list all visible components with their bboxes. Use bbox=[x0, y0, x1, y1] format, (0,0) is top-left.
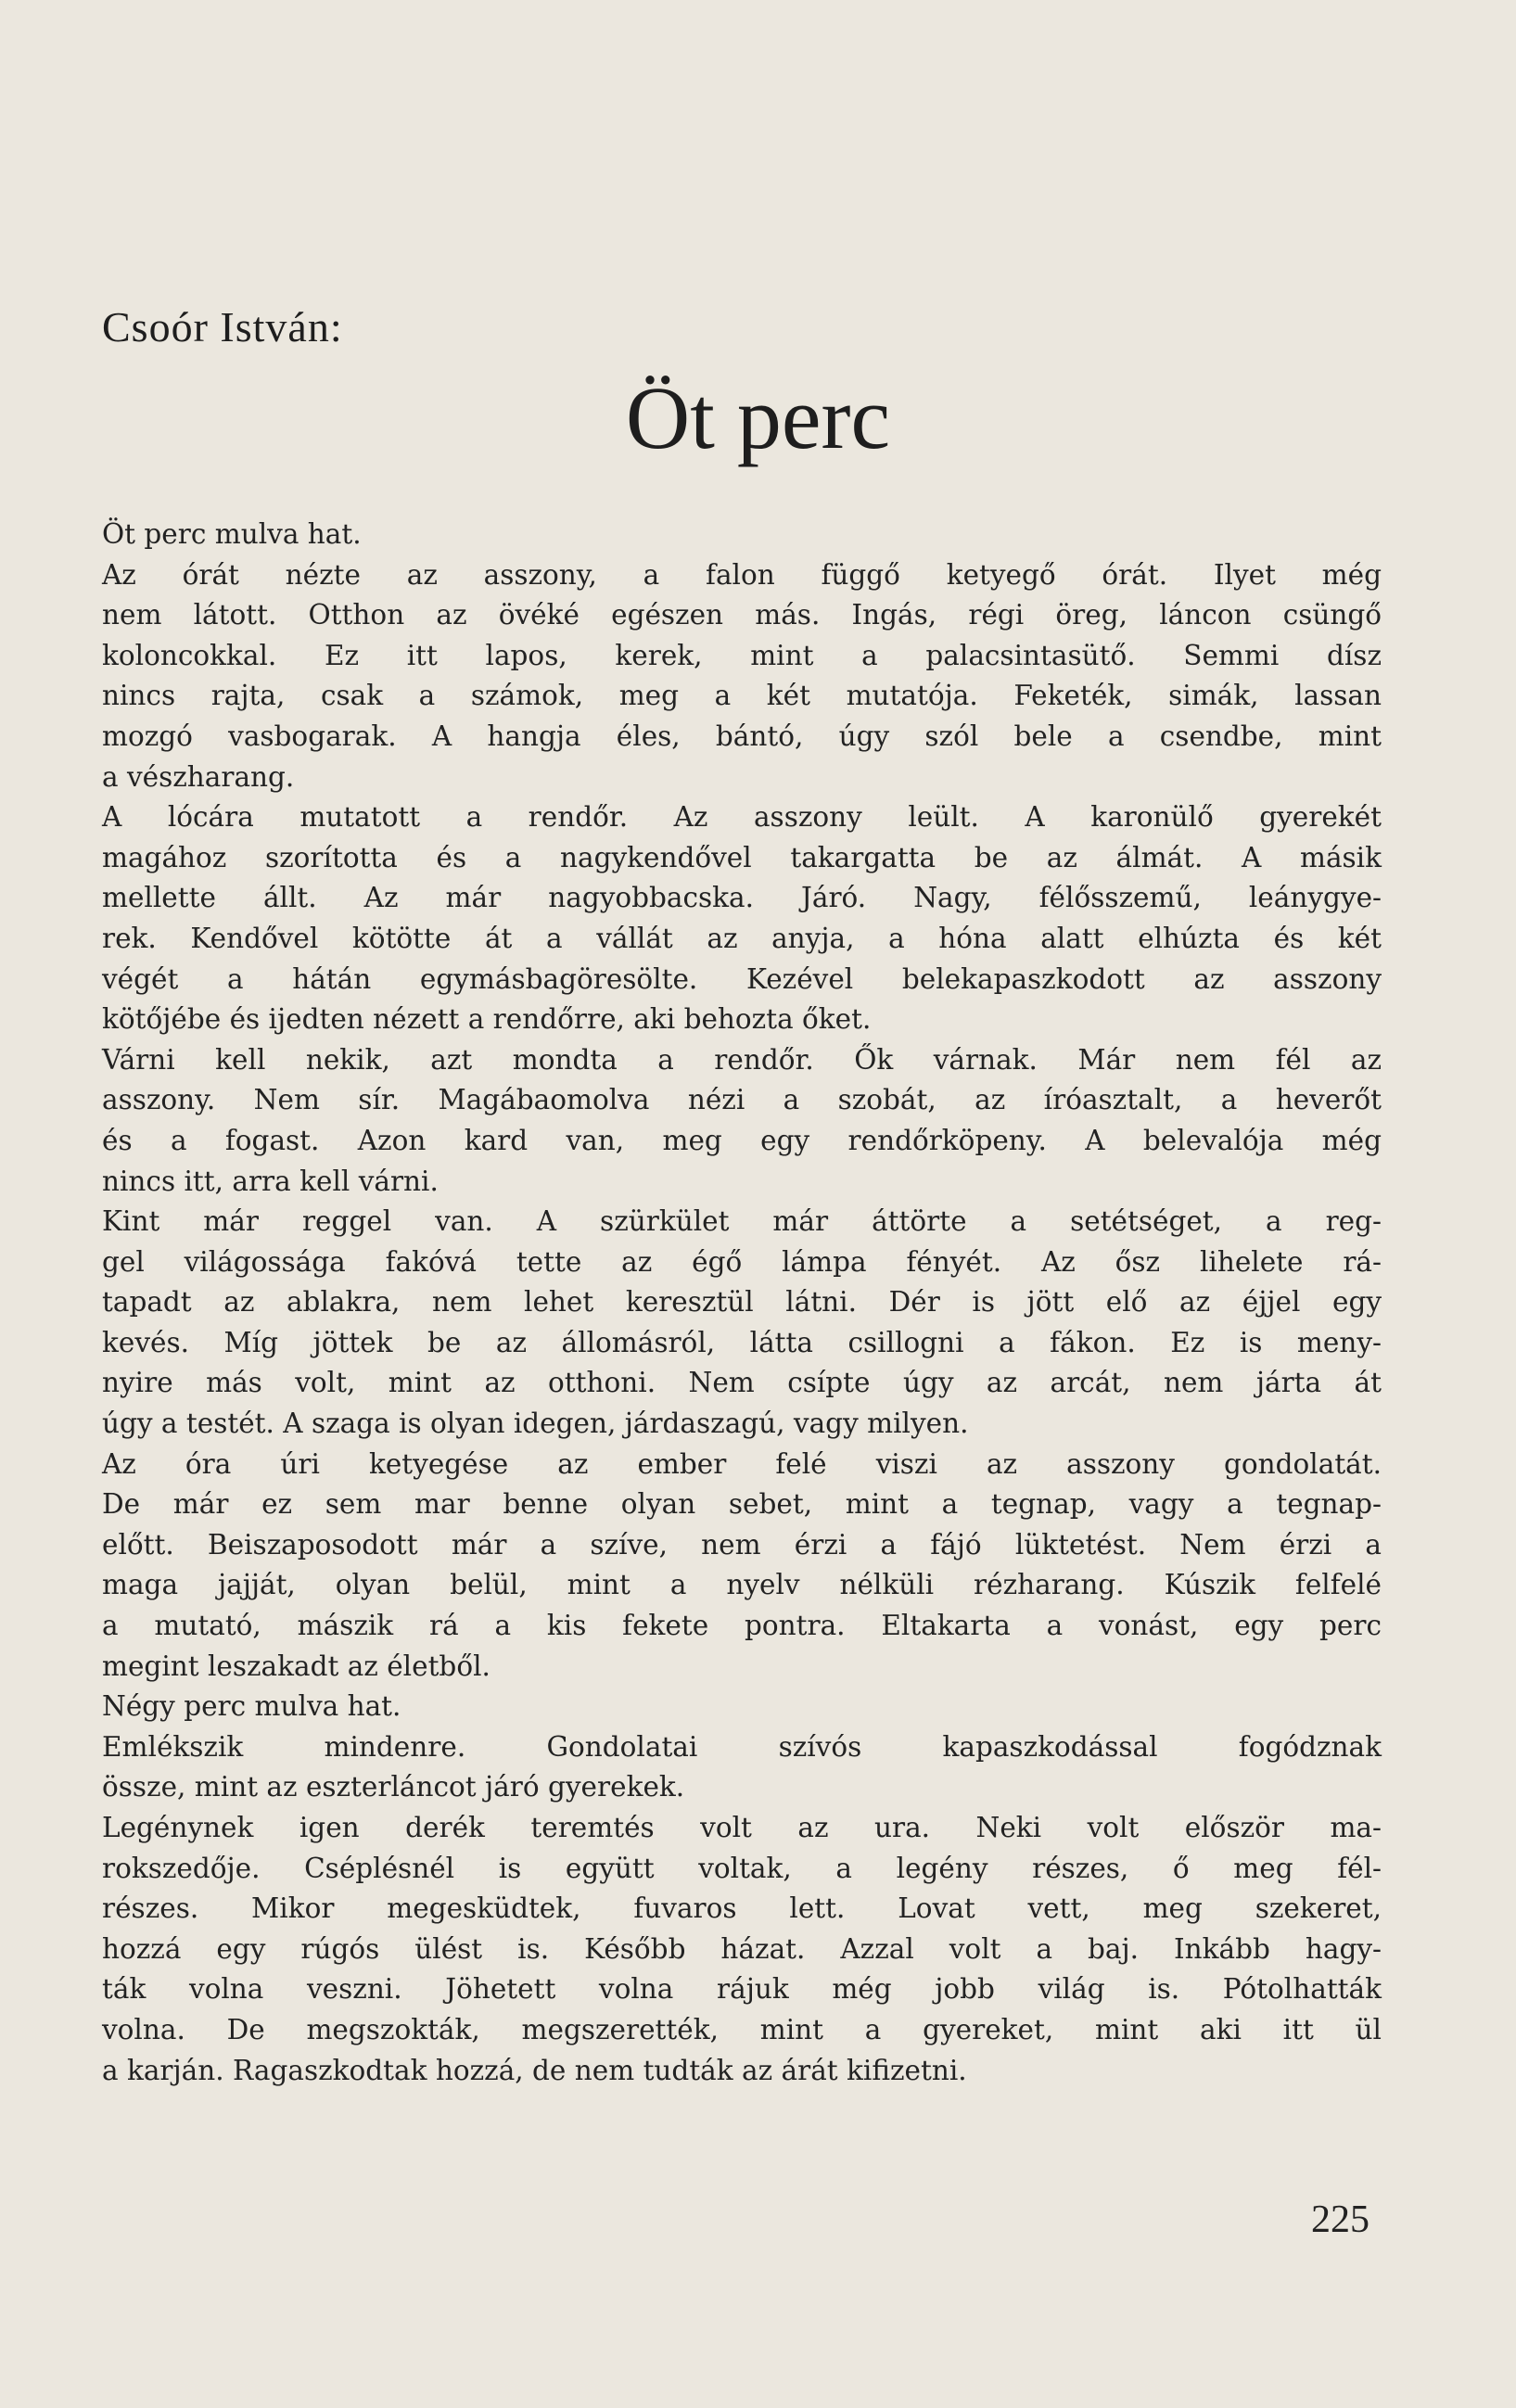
text-line: részes. Mikor megesküdtek, fuvaros lett. Lovat vett, meg szekeret, bbox=[102, 1892, 1382, 1925]
text-line: Várni kell nekik, azt mondta a rendőr. Ők várnak. Már nem fél az bbox=[102, 1043, 1382, 1076]
text-line: Emlékszik mindenre. Gondolatai szívós kapaszkodással fogódznak bbox=[102, 1730, 1382, 1763]
text-line: megint leszakadt az életből. bbox=[102, 1650, 490, 1682]
text-line: rek. Kendővel kötötte át a vállát az anyja, a hóna alatt elhúzta és két bbox=[102, 922, 1382, 954]
text-line: úgy a testét. A szaga is olyan idegen, járdaszagú, vagy milyen. bbox=[102, 1408, 969, 1440]
text-line: nem látott. Otthon az övéké egészen más. Ingás, régi öreg, láncon csüngő bbox=[102, 599, 1382, 631]
text-line: Négy perc mulva hat. bbox=[102, 1690, 401, 1723]
text-line: kevés. Míg jöttek be az állomásról, látta csillogni a fákon. Ez is meny- bbox=[102, 1326, 1382, 1358]
story-body bbox=[102, 515, 1382, 2091]
text-line: végét a hátán egymásbagöresölte. Kezével belekapaszkodott az asszony bbox=[102, 962, 1382, 995]
text-line: De már ez sem mar benne olyan sebet, mint a tegnap, vagy a tegnap- bbox=[102, 1488, 1382, 1521]
text-line: Az óra úri ketyegése az ember felé viszi az asszony gondolatát. bbox=[102, 1447, 1382, 1480]
text-line: tapadt az ablakra, nem lehet keresztül látni. Dér is jött elő az éjjel egy bbox=[102, 1286, 1382, 1319]
text-line: kötőjébe és ijedten nézett a rendőrre, aki behozta őket. bbox=[102, 1003, 872, 1036]
text-line: nincs itt, arra kell várni. bbox=[102, 1165, 439, 1197]
text-line: a vészharang. bbox=[102, 760, 295, 793]
author-name: Csoór István: bbox=[102, 303, 343, 350]
text-line: nincs rajta, csak a számok, meg a két mutatója. Feketék, simák, lassan bbox=[102, 680, 1382, 712]
text-line: nyire más volt, mint az otthoni. Nem csípte úgy az arcát, nem járta át bbox=[102, 1367, 1382, 1399]
text-line: magához szorította és a nagykendővel takargatta be az álmát. A másik bbox=[102, 841, 1382, 873]
text-line: gel világossága fakóvá tette az égő lámpa fényét. Az ősz lihelete rá- bbox=[102, 1245, 1382, 1278]
text-line: Kint már reggel van. A szürkület már áttörte a setétséget, a reg- bbox=[102, 1205, 1382, 1238]
text-line: A lócára mutatott a rendőr. Az asszony leült. A karonülő gyerekét bbox=[102, 801, 1382, 834]
text-line: mozgó vasbogarak. A hangja éles, bántó, úgy szól bele a csendbe, mint bbox=[102, 720, 1382, 752]
text-line: és a fogast. Azon kard van, meg egy rendőrköpeny. A belevalója még bbox=[102, 1124, 1382, 1156]
text-line: Legénynek igen derék teremtés volt az ura. Neki volt először ma- bbox=[102, 1812, 1382, 1843]
text-line: össze, mint az eszterláncot járó gyerekek. bbox=[102, 1771, 685, 1803]
text-line: Öt perc mulva hat. bbox=[102, 518, 362, 550]
text-line: a mutató, mászik rá a kis fekete pontra. Eltakarta a vonást, egy perc bbox=[102, 1610, 1382, 1642]
text-line: maga jajját, olyan belül, mint a nyelv nélküli rézharang. Kúszik felfelé bbox=[102, 1569, 1382, 1601]
text-line: Az órát nézte az asszony, a falon függő ketyegő órát. Ilyet még bbox=[102, 558, 1382, 591]
text-line: előtt. Beiszaposodott már a szíve, nem érzi a fájó lüktetést. Nem érzi a bbox=[102, 1528, 1382, 1561]
text-line: koloncokkal. Ez itt lapos, kerek, mint a palacsintasütő. Semmi dísz bbox=[102, 639, 1382, 671]
text-line: volna. De megszokták, megszerették, mint a gyereket, mint aki itt ül bbox=[102, 2013, 1382, 2045]
text-line: mellette állt. Az már nagyobbacska. Járó. Nagy, félősszemű, leánygye- bbox=[102, 882, 1382, 914]
text-line: rokszedője. Cséplésnél is együtt voltak, a legény részes, ő meg fél- bbox=[102, 1852, 1382, 1884]
text-line: hozzá egy rúgós ülést is. Később házat. Azzal volt a baj. Inkább hagy- bbox=[102, 1932, 1382, 1965]
text-line: ták volna veszni. Jöhetett volna rájuk még jobb világ is. Pótolhatták bbox=[102, 1973, 1382, 2006]
page-number: 225 bbox=[1311, 2198, 1369, 2241]
story-title: Öt perc bbox=[625, 368, 891, 467]
text-line: asszony. Nem sír. Magábaomolva nézi a szobát, az íróasztalt, a heverőt bbox=[102, 1084, 1382, 1116]
text-line: a karján. Ragaszkodtak hozzá, de nem tudták az árát kifizetni. bbox=[102, 2054, 967, 2086]
